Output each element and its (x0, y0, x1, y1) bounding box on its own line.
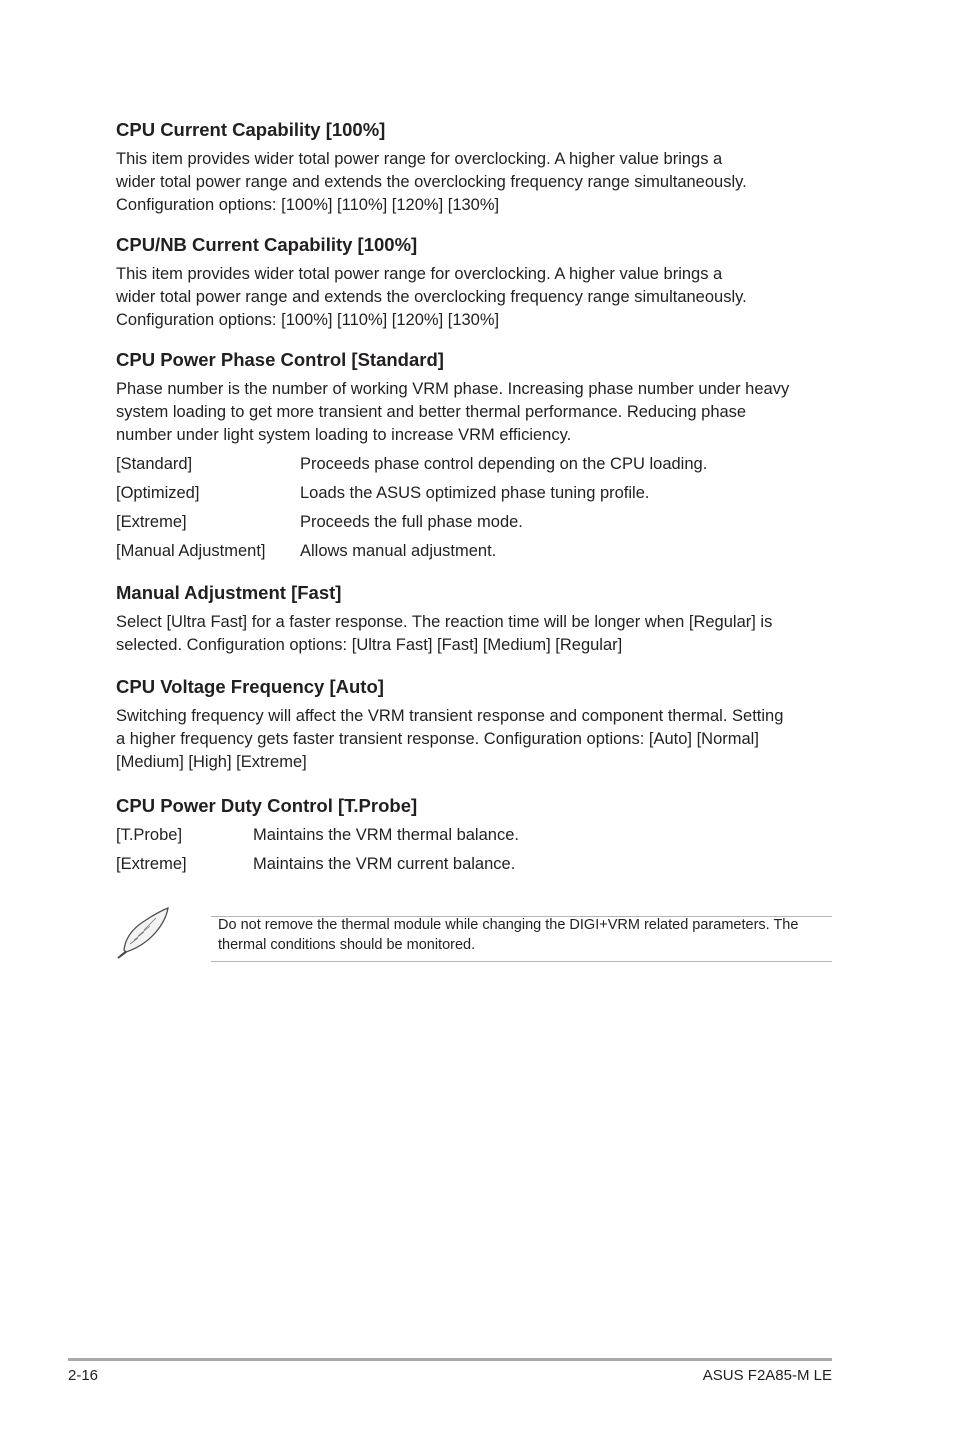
section-line: This item provides wider total power range for overclocking. A higher value brings a (116, 265, 723, 283)
option-row (116, 511, 832, 540)
option-desc: Proceeds the full phase mode. (300, 513, 523, 531)
footer-rule (68, 1358, 832, 1361)
option-table (116, 453, 832, 569)
section-heading: CPU Power Phase Control [Standard] (116, 349, 444, 370)
section-line: system loading to get more transient and better thermal performance. Reducing phase (116, 403, 747, 421)
section-heading: CPU Current Capability [100%] (116, 119, 386, 140)
section-line: Configuration options: [100%] [110%] [120%] [130%] (116, 196, 500, 214)
section-line: wider total power range and extends the overclocking frequency range simultaneously. (116, 173, 747, 191)
section-cpu-power-duty-control (116, 794, 832, 882)
option-desc: Loads the ASUS optimized phase tuning profile. (300, 484, 650, 502)
option-key: [Optimized] (116, 484, 200, 502)
product-name: ASUS F2A85-M LE (702, 1367, 832, 1384)
option-row (116, 453, 832, 482)
section-line: a higher frequency gets faster transient response. Configuration options: [Auto] [Normal] (116, 730, 759, 748)
section-line: wider total power range and extends the overclocking frequency range simultaneously. (116, 288, 747, 306)
option-desc: Proceeds phase control depending on the CPU loading. (300, 455, 708, 473)
option-desc: Allows manual adjustment. (300, 542, 497, 560)
section-line: Configuration options: [100%] [110%] [120%] [130%] (116, 311, 500, 329)
option-desc: Maintains the VRM thermal balance. (253, 826, 519, 844)
section-line: Switching frequency will affect the VRM transient response and component thermal. Setting (116, 707, 784, 725)
section-heading: Manual Adjustment [Fast] (116, 582, 342, 603)
note-callout (116, 902, 832, 964)
section-cpu-nb-current-capability (116, 233, 832, 332)
section-line: [Medium] [High] [Extreme] (116, 753, 307, 771)
section-manual-adjustment (116, 581, 832, 657)
option-key: [T.Probe] (116, 826, 183, 844)
section-cpu-voltage-frequency (116, 675, 832, 774)
option-row (116, 482, 832, 511)
option-key: [Extreme] (116, 513, 187, 531)
option-key: [Standard] (116, 455, 193, 473)
section-line: selected. Configuration options: [Ultra Fast] [Fast] [Medium] [Regular] (116, 636, 623, 654)
option-row (116, 824, 832, 853)
option-desc: Maintains the VRM current balance. (253, 855, 516, 873)
section-line: number under light system loading to increase VRM efficiency. (116, 426, 572, 444)
section-cpu-current-capability (116, 118, 832, 217)
option-key: [Extreme] (116, 855, 187, 873)
option-key: [Manual Adjustment] (116, 542, 266, 560)
feather-pen-icon (116, 904, 172, 960)
section-heading: CPU Voltage Frequency [Auto] (116, 676, 384, 697)
page-number: 2-16 (68, 1367, 99, 1384)
option-row (116, 540, 832, 569)
note-line: Do not remove the thermal module while changing the DIGI+VRM related parameters. The (218, 917, 799, 933)
section-cpu-power-phase-control (116, 348, 832, 569)
section-heading: CPU/NB Current Capability [100%] (116, 234, 418, 255)
section-line: This item provides wider total power range for overclocking. A higher value brings a (116, 150, 723, 168)
note-line: thermal conditions should be monitored. (218, 937, 476, 953)
document-body (116, 118, 832, 898)
section-heading: CPU Power Duty Control [T.Probe] (116, 795, 418, 816)
section-line: Phase number is the number of working VRM phase. Increasing phase number under heavy (116, 380, 790, 398)
note-box (211, 916, 832, 962)
option-table (116, 824, 832, 882)
option-row (116, 853, 832, 882)
section-line: Select [Ultra Fast] for a faster response. The reaction time will be longer when [Regular] is (116, 613, 773, 631)
